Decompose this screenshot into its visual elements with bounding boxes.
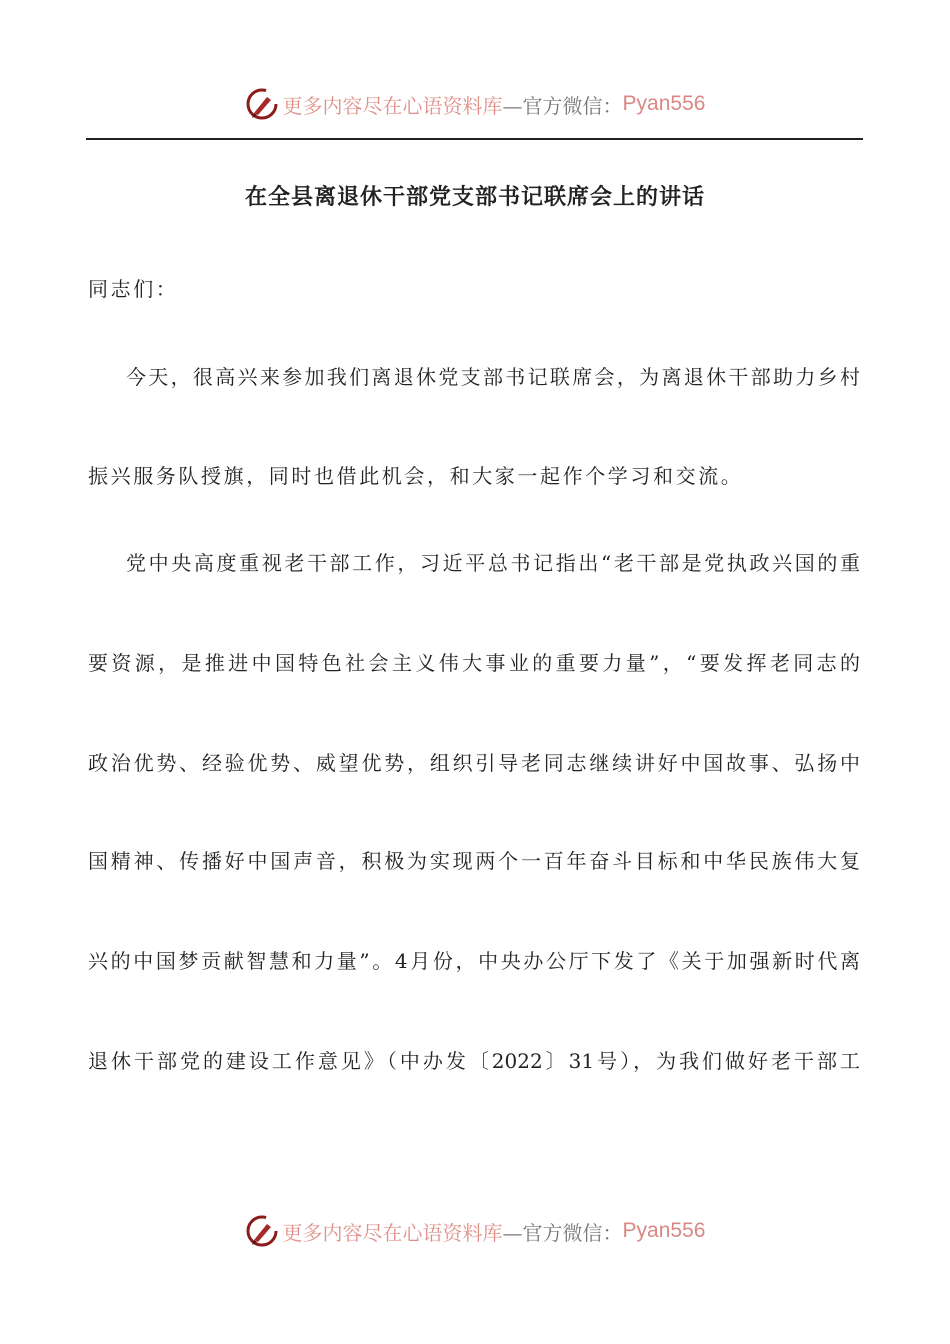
document-title: 在全县离退休干部党支部书记联席会上的讲话 [244, 184, 705, 210]
header-banner [0, 84, 950, 124]
paragraph-line: 国精神、传播好中国声音，积极为实现两个一百年奋斗目标和中华民族伟大复 [88, 849, 860, 873]
salutation: 同志们： [88, 277, 179, 301]
banner-wechat-id: Pyan556 [622, 92, 706, 115]
paragraph-line: 振兴服务队授旗，同时也借此机会，和大家一起作个学习和交流。 [88, 464, 744, 488]
footer-banner [0, 1211, 950, 1251]
banner-text: 更多内容尽在心语资料库 [282, 93, 503, 118]
paragraph-line: 政治优势、经验优势、威望优势，组织引导老同志继续讲好中国故事、弘扬中 [88, 751, 860, 775]
paragraph-line: 兴的中国梦贡献智慧和力量”。4月份，中央办公厅下发了《关于加强新时代离 [88, 949, 860, 973]
banner-wechat-label: —官方微信： [502, 93, 623, 118]
pen-logo-icon [245, 87, 279, 121]
banner-text: 更多内容尽在心语资料库 [282, 1220, 503, 1245]
banner-wechat-id: Pyan556 [622, 1219, 706, 1242]
paragraph-line: 今天，很高兴来参加我们离退休党支部书记联席会，为离退休干部助力乡村 [126, 365, 860, 389]
banner-wechat-label: —官方微信： [502, 1220, 623, 1245]
paragraph-line: 退休干部党的建设工作意见》（中办发〔2022〕31号），为我们做好老干部工 [88, 1049, 860, 1073]
paragraph-line: 要资源，是推进中国特色社会主义伟大事业的重要力量”，“要发挥老同志的 [88, 651, 860, 675]
header-divider [86, 138, 863, 140]
pen-logo-icon [245, 1214, 279, 1248]
paragraph-line: 党中央高度重视老干部工作，习近平总书记指出“老干部是党执政兴国的重 [126, 551, 860, 575]
